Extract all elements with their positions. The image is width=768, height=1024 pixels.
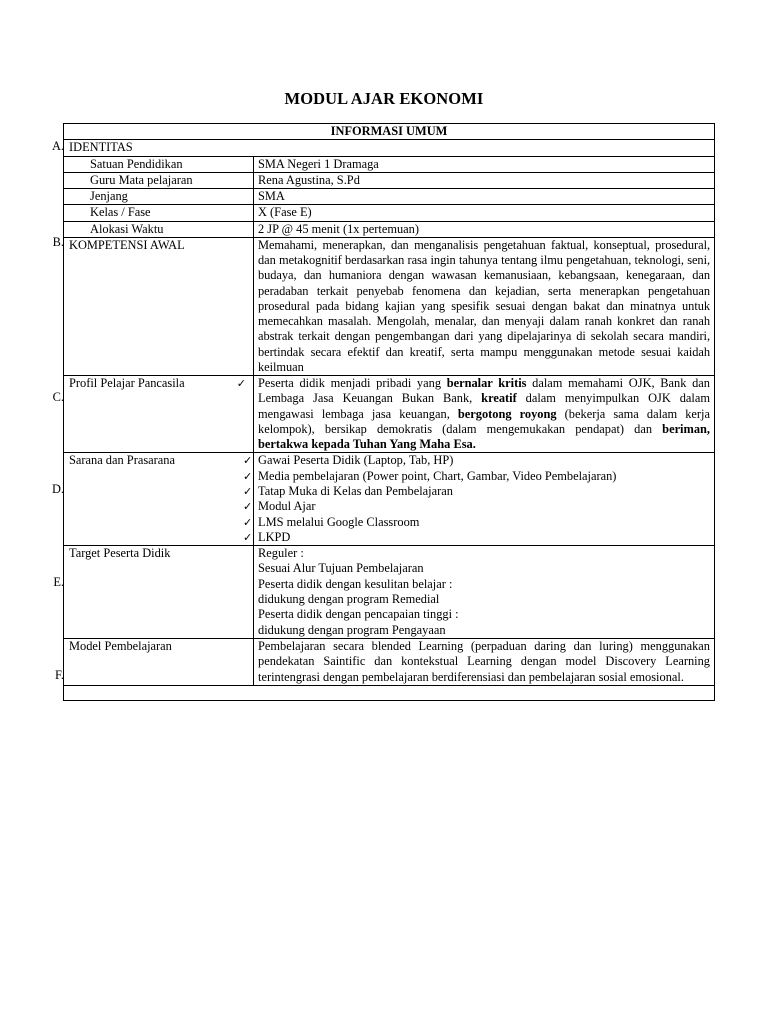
target-line: didukung dengan program Remedial: [258, 592, 440, 607]
identity-label: Jenjang: [64, 189, 254, 205]
table-header: INFORMASI UMUM: [64, 124, 715, 140]
facility-label: Modul Ajar: [258, 499, 316, 514]
target-line: Sesuai Alur Tujuan Pembelajaran: [258, 561, 424, 576]
identity-label: Alokasi Waktu: [64, 221, 254, 237]
identity-row: [64, 156, 715, 172]
target-line: Reguler :: [258, 546, 304, 561]
identity-value: 2 JP @ 45 menit (1x pertemuan): [254, 221, 715, 237]
profile-text-part: Peserta didik menjadi pribadi yang: [258, 375, 447, 390]
section-letter-e: E.: [53, 575, 64, 589]
competency-text: Memahami, menerapkan, dan menganalisis pengetahuan faktual, konseptual, prosedural, dan metakognitif berdasarkan rasa ingin tahunya tentang ilmu pengetahuan, teknologi, seni, budaya, dan humaniora dengan wawasan kemanusiaan, kebangsaan, kenegaraan, dan peradaban terkait penyebab fenomena dan kejadian, serta menerapkan pengetahuan prosedural pada bidang kajian yang spesifik sesuai dengan bakat dan minatnya untuk memecahkan masalah. Mengolah, menalar, dan menyaji dalam ranah konkret dan ranah abstrak terkait dengan pengembangan dari yang dipelajarinya di sekolah secara mandiri, bertindak secara efektif dan kreatif, serta mampu menggunakan metode sesuai kaidah keilmuan: [254, 238, 715, 376]
identity-value: Rena Agustina, S.Pd: [254, 172, 715, 188]
identity-label: Satuan Pendidikan: [64, 156, 254, 172]
target-line: Peserta didik dengan pencapaian tinggi :: [258, 607, 459, 622]
section-letter-d: D.: [51, 482, 64, 496]
facility-label: Gawai Peserta Didik (Laptop, Tab, HP): [258, 453, 454, 468]
section-e-label: Target Peserta Didik: [64, 546, 254, 639]
empty-row: [64, 685, 715, 700]
facility-label: LMS melalui Google Classroom: [258, 514, 420, 529]
list-item: [243, 453, 710, 468]
section-b-label: KOMPETENSI AWAL: [64, 238, 254, 376]
section-letter-b: B.: [52, 235, 64, 249]
profile-highlight: bernalar kritis: [446, 375, 527, 390]
list-item: [243, 468, 710, 484]
profile-text-part: dalam memahami OJK, Bank dan Lembaga Jasa Keuangan Bukan Bank,: [258, 375, 710, 406]
check-icon: ✓: [236, 376, 246, 390]
target-line: Peserta didik dengan kesulitan belajar :: [258, 576, 453, 591]
profile-text-part: (bekerja sama dalam kerja kelompok), bersikap demokratis (dalam mengemukakan pendapat) dan: [258, 406, 711, 436]
profile-highlight: kreatif: [481, 391, 517, 406]
section-a-label: IDENTITAS: [64, 140, 715, 156]
section-f-label: Model Pembelajaran: [64, 638, 254, 685]
facilities-list-cell: [243, 453, 715, 546]
profile-highlight: bergotong royong: [457, 406, 557, 421]
facility-label: Media pembelajaran (Power point, Chart, Gambar, Video Pembelajaran): [258, 468, 617, 483]
section-d-row: [64, 453, 715, 546]
section-c-row: [64, 375, 715, 452]
section-b-row: [64, 238, 715, 376]
empty-cell: [64, 685, 715, 700]
section-letter-c: C.: [52, 390, 64, 404]
facility-label: LKPD: [258, 529, 291, 544]
check-icon: ✓: [243, 515, 253, 529]
check-icon: ✓: [243, 469, 253, 483]
identity-value: SMA: [254, 189, 715, 205]
list-item: [243, 514, 710, 530]
identity-row: [64, 205, 715, 221]
target-line: didukung dengan program Pengayaan: [258, 622, 446, 637]
info-table: [63, 123, 715, 701]
section-c-label: Profil Pelajar Pancasila: [69, 375, 185, 390]
profile-highlight: beriman, bertakwa kepada Tuhan Yang Maha Esa.: [258, 421, 711, 452]
section-a-row: [64, 140, 715, 156]
check-icon: ✓: [243, 500, 253, 514]
identity-label: Guru Mata pelajaran: [64, 172, 254, 188]
section-e-row: [64, 546, 715, 639]
check-icon: ✓: [243, 530, 253, 544]
identity-row: [64, 221, 715, 237]
section-d-label: Sarana dan Prasarana: [64, 453, 254, 546]
section-f-row: [64, 638, 715, 685]
facility-label: Tatap Muka di Kelas dan Pembelajaran: [258, 483, 453, 498]
document-title: MODUL AJAR EKONOMI: [284, 89, 484, 108]
identity-row: [64, 189, 715, 205]
profile-text: [254, 375, 715, 452]
profile-text-part: dalam menyimpulkan OJK dalam mengawasi lembaga jasa keuangan,: [258, 391, 711, 421]
identity-label: Kelas / Fase: [64, 205, 254, 221]
list-item: [243, 483, 710, 499]
facilities-list: [243, 453, 710, 545]
list-item: [243, 529, 710, 545]
section-c-label-cell: [64, 375, 254, 452]
check-icon: ✓: [243, 484, 253, 498]
identity-value: SMA Negeri 1 Dramaga: [254, 156, 715, 172]
identity-value: X (Fase E): [254, 205, 715, 221]
target-lines: [254, 546, 715, 639]
table-header-row: [64, 124, 715, 140]
identity-row: [64, 172, 715, 188]
section-letter-a: A.: [51, 139, 64, 153]
check-icon: ✓: [243, 454, 253, 468]
learning-model-text: Pembelajaran secara blended Learning (perpaduan daring dan luring) menggunakan pendekatan Saintific dan kontekstual Learning dengan model Discovery Learning terintengrasi dengan pembelajaran berdiferensiasi dan pembelajaran sosial emosional.: [254, 638, 715, 685]
list-item: [243, 499, 710, 514]
section-letter-f: F.: [55, 668, 64, 682]
